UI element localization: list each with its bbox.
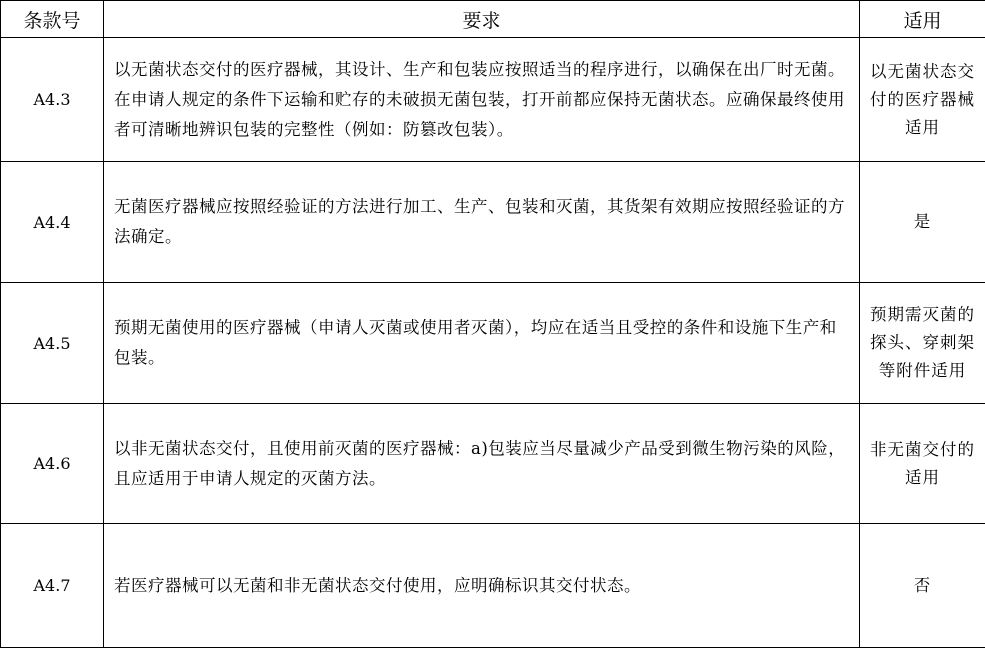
applicable-cell: 是	[860, 162, 985, 283]
applicable-cell: 否	[860, 524, 985, 648]
requirement-cell: 以无菌状态交付的医疗器械，其设计、生产和包装应按照适当的程序进行，以确保在出厂时无菌。在申请人规定的条件下运输和贮存的未破损无菌包装，打开前都应保持无菌状态。应确保最终使用者可清晰地辨识包装的完整性（例如：防篡改包装）。	[104, 38, 860, 162]
clause-number-cell: A4.6	[1, 404, 104, 524]
table-row	[1, 404, 985, 524]
clause-number-cell: A4.4	[1, 162, 104, 283]
clause-number-cell: A4.5	[1, 283, 104, 404]
header-requirement: 要求	[104, 1, 860, 38]
clause-number-cell: A4.7	[1, 524, 104, 648]
applicable-cell: 以无菌状态交付的医疗器械适用	[860, 38, 985, 162]
clause-number-cell: A4.3	[1, 38, 104, 162]
table-header-row	[1, 1, 985, 38]
table-row	[1, 38, 985, 162]
table-row	[1, 162, 985, 283]
header-applicable: 适用	[860, 1, 985, 38]
requirement-cell: 以非无菌状态交付，且使用前灭菌的医疗器械：a)包装应当尽量减少产品受到微生物污染的风险，且应适用于申请人规定的灭菌方法。	[104, 404, 860, 524]
table-row	[1, 524, 985, 648]
requirement-cell: 预期无菌使用的医疗器械（申请人灭菌或使用者灭菌），均应在适当且受控的条件和设施下生产和包装。	[104, 283, 860, 404]
requirement-cell: 若医疗器械可以无菌和非无菌状态交付使用，应明确标识其交付状态。	[104, 524, 860, 648]
applicable-cell: 预期需灭菌的探头、穿刺架等附件适用	[860, 283, 985, 404]
header-clause-number: 条款号	[1, 1, 104, 38]
table-row	[1, 283, 985, 404]
requirement-cell: 无菌医疗器械应按照经验证的方法进行加工、生产、包装和灭菌，其货架有效期应按照经验证的方法确定。	[104, 162, 860, 283]
applicable-cell: 非无菌交付的适用	[860, 404, 985, 524]
